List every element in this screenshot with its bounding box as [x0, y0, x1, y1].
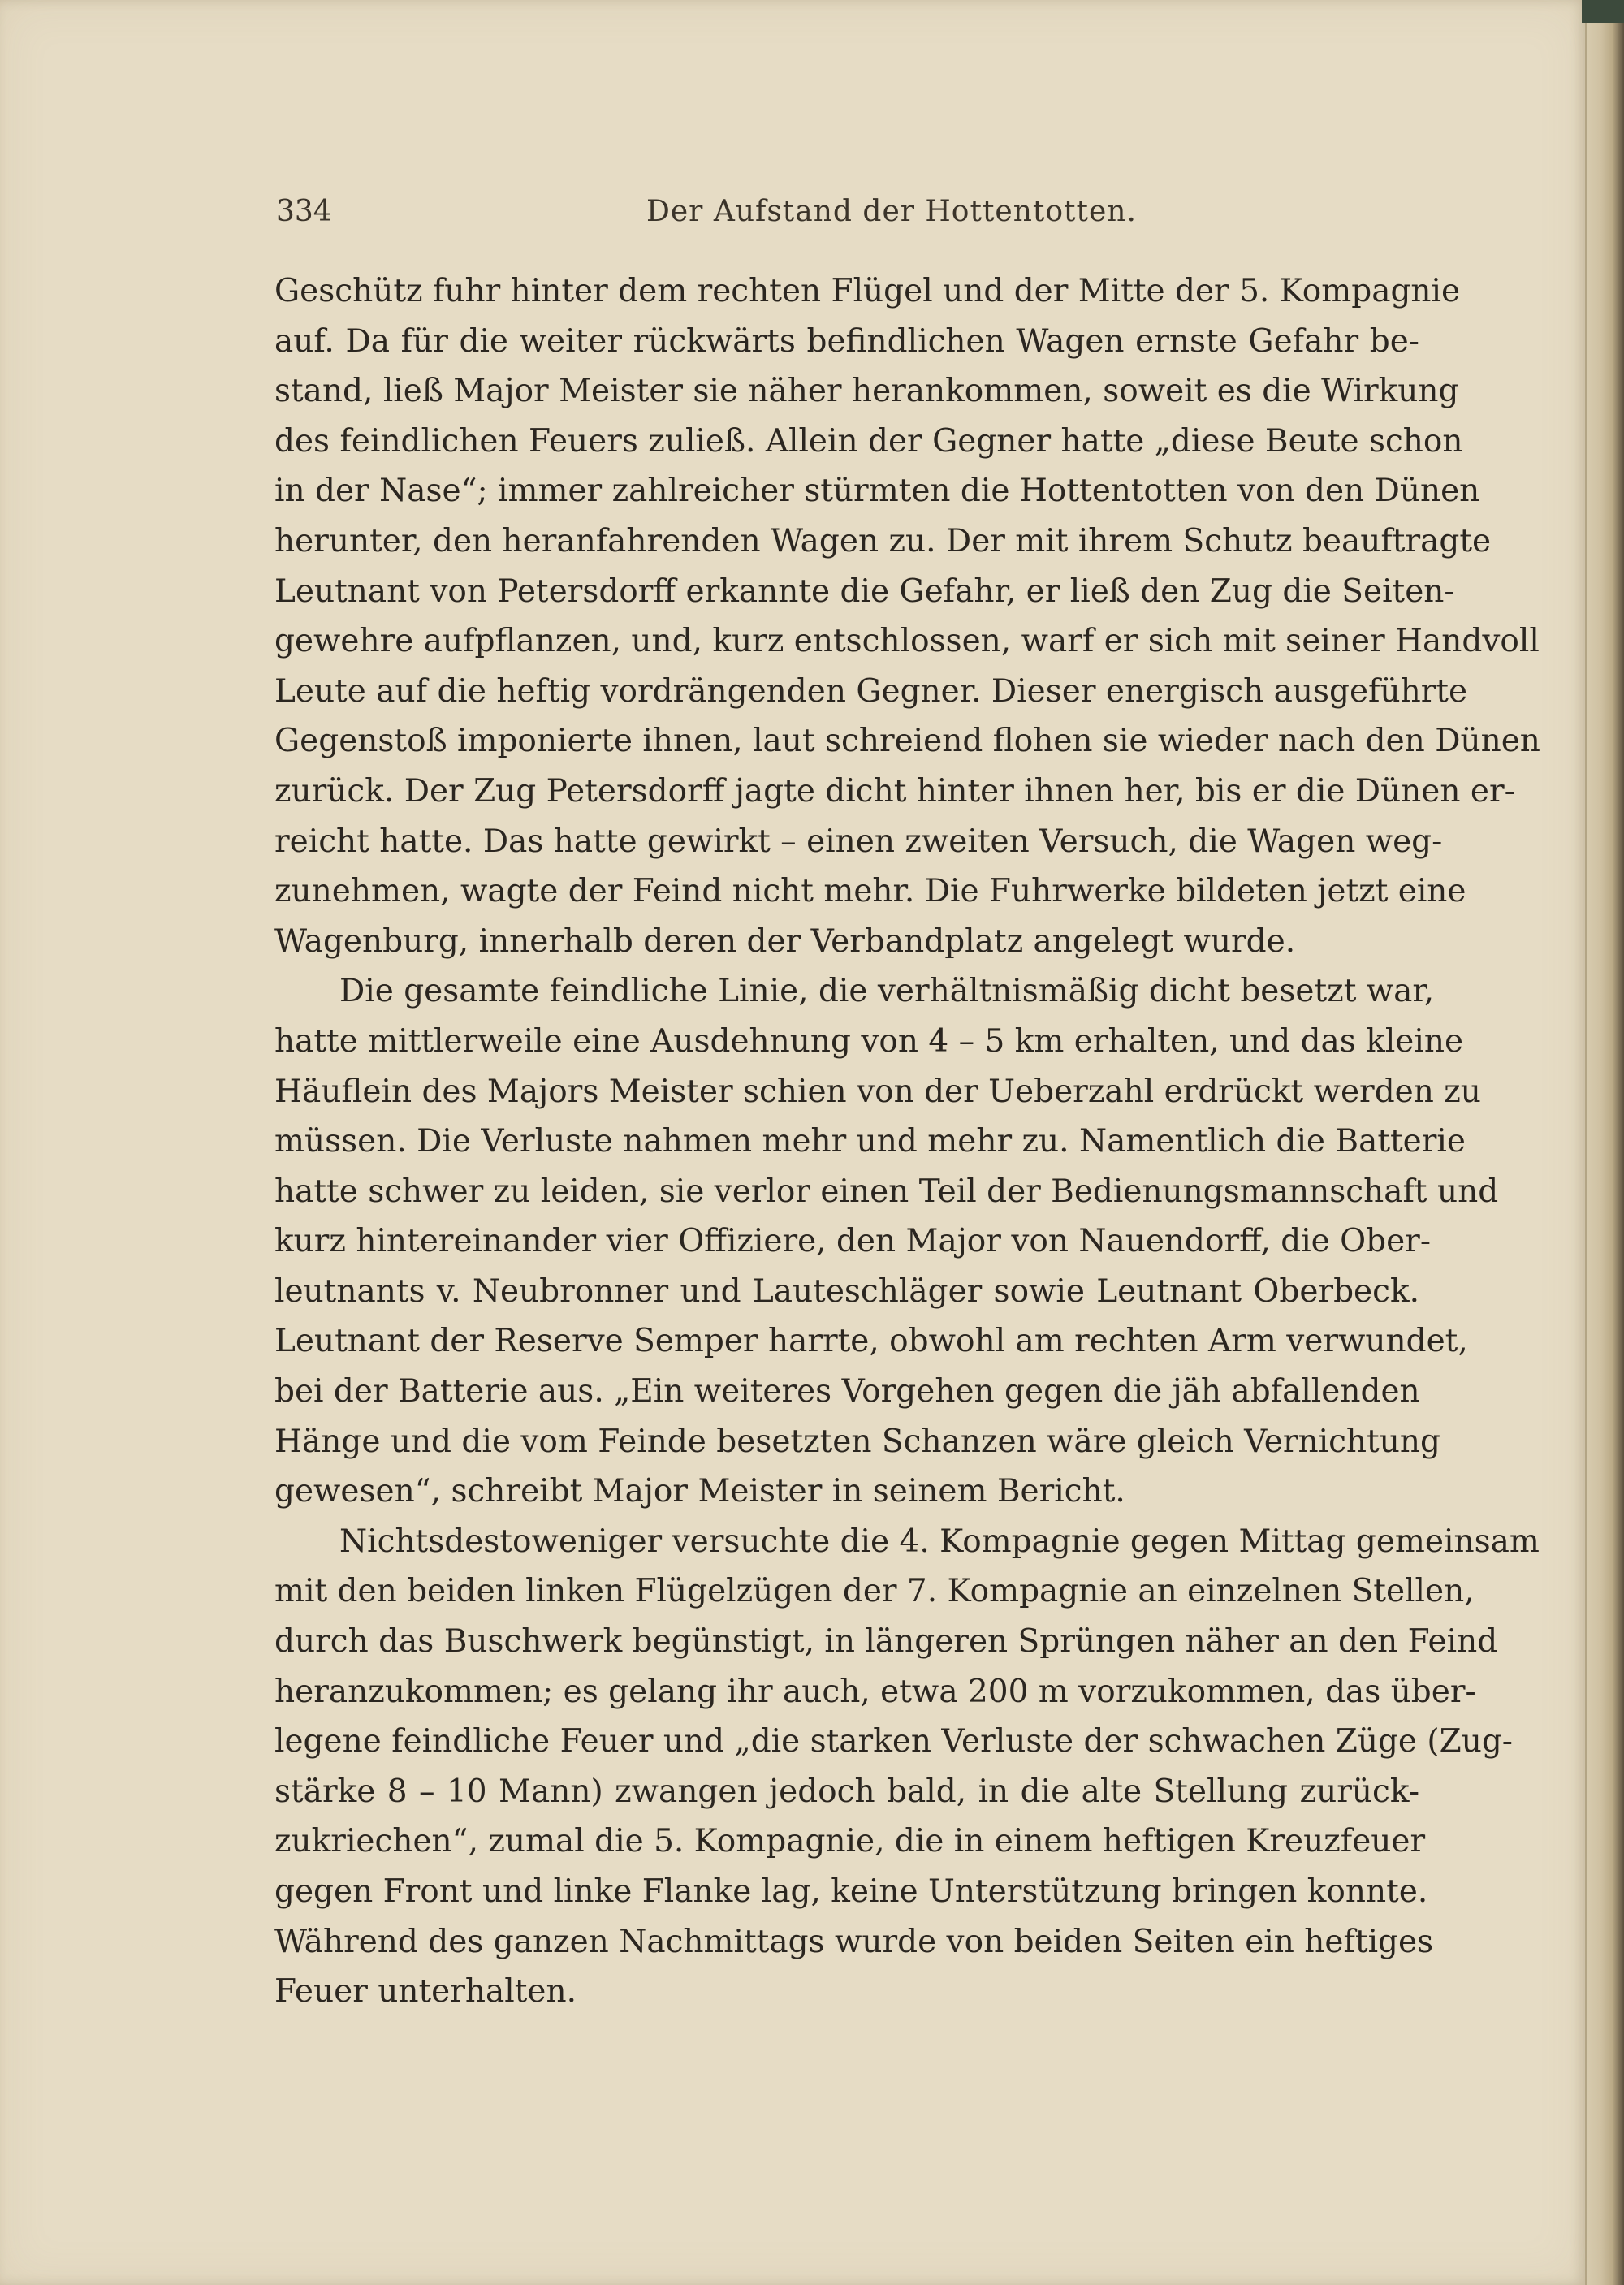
- text-line: Feuer unterhalten.: [274, 1973, 577, 2011]
- text-line: in der Nase“; immer zahlreicher stürmten die Hottentotten von den Dünen: [274, 473, 1480, 510]
- text-line: stärke 8 – 10 Mann) zwangen jedoch bald, in die alte Stellung zurück-: [274, 1773, 1419, 1810]
- text-line: Leute auf die heftig vordrängenden Gegner. Dieser energisch ausgeführte: [274, 672, 1468, 710]
- text-line: Häuflein des Majors Meister schien von der Ueberzahl erdrückt werden zu: [274, 1073, 1481, 1110]
- text-line: Die gesamte feindliche Linie, die verhältnismäßig dicht besetzt war,: [339, 973, 1435, 1010]
- text-line: Leutnant der Reserve Semper harrte, obwohl am rechten Arm verwundet,: [274, 1323, 1468, 1360]
- text-line: bei der Batterie aus. „Ein weiteres Vorgehen gegen die jäh abfallenden: [274, 1373, 1420, 1410]
- text-line: gegen Front und linke Flanke lag, keine Unterstützung bringen konnte.: [274, 1873, 1428, 1910]
- book-cover-corner: [1582, 0, 1624, 23]
- running-title: Der Aufstand der Hottentotten.: [646, 195, 1137, 228]
- paragraph-3: [274, 1517, 1540, 2017]
- page-header: [276, 195, 1419, 235]
- text-line: gewesen“, schreibt Major Meister in seinem Bericht.: [274, 1473, 1125, 1510]
- text-line: kurz hintereinander vier Offiziere, den Major von Nauendorff, die Ober-: [274, 1223, 1431, 1260]
- text-line: stand, ließ Major Meister sie näher herankommen, soweit es die Wirkung: [274, 373, 1459, 410]
- text-line: auf. Da für die weiter rückwärts befindlichen Wagen ernste Gefahr be-: [274, 322, 1419, 360]
- paragraph-2: [274, 966, 1499, 1517]
- text-line: hatte mittlerweile eine Ausdehnung von 4 – 5 km erhalten, und das kleine: [274, 1022, 1464, 1060]
- text-line: Leutnant von Petersdorff erkannte die Gefahr, er ließ den Zug die Seiten-: [274, 572, 1455, 610]
- text-line: zurück. Der Zug Petersdorff jagte dicht hinter ihnen her, bis er die Dünen er-: [274, 772, 1515, 810]
- text-line: heranzukommen; es gelang ihr auch, etwa 200 m vorzukommen, das über-: [274, 1673, 1476, 1710]
- text-line: Nichtsdestoweniger versuchte die 4. Kompagnie gegen Mittag gemeinsam: [339, 1523, 1540, 1560]
- text-line: mit den beiden linken Flügelzügen der 7. Kompagnie an einzelnen Stellen,: [274, 1573, 1475, 1610]
- text-line: zunehmen, wagte der Feind nicht mehr. Die Fuhrwerke bildeten jetzt eine: [274, 873, 1466, 910]
- text-line: Während des ganzen Nachmittags wurde von beiden Seiten ein heftiges: [274, 1923, 1434, 1960]
- page-number: 334: [276, 195, 332, 228]
- text-line: durch das Buschwerk begünstigt, in längeren Sprüngen näher an den Feind: [274, 1623, 1498, 1661]
- text-line: herunter, den heranfahrenden Wagen zu. Der mit ihrem Schutz beauftragte: [274, 522, 1492, 559]
- text-line: müssen. Die Verluste nahmen mehr und mehr zu. Namentlich die Batterie: [274, 1123, 1466, 1160]
- text-line: des feindlichen Feuers zuließ. Allein der Gegner hatte „diese Beute schon: [274, 422, 1463, 460]
- text-line: Geschütz fuhr hinter dem rechten Flügel und der Mitte der 5. Kompagnie: [274, 273, 1461, 309]
- text-line: zukriechen“, zumal die 5. Kompagnie, die in einem heftigen Kreuzfeuer: [274, 1823, 1426, 1860]
- text-line: Gegenstoß imponierte ihnen, laut schreiend flohen sie wieder nach den Dünen: [274, 723, 1540, 760]
- text-line: hatte schwer zu leiden, sie verlor einen Teil der Bedienungsmannschaft und: [274, 1173, 1499, 1210]
- text-line: legene feindliche Feuer und „die starken Verluste der schwachen Züge (Zug-: [274, 1723, 1513, 1760]
- paragraph-1: [274, 266, 1540, 966]
- text-line: Wagenburg, innerhalb deren der Verbandplatz angelegt wurde.: [274, 922, 1296, 960]
- page-edge-line: [1585, 0, 1587, 2285]
- page-edge: [1585, 0, 1624, 2285]
- text-line: gewehre aufpflanzen, und, kurz entschlossen, warf er sich mit seiner Handvoll: [274, 623, 1540, 660]
- text-line: leutnants v. Neubronner und Lauteschläger sowie Leutnant Oberbeck.: [274, 1272, 1419, 1310]
- text-line: reicht hatte. Das hatte gewirkt – einen zweiten Versuch, die Wagen weg-: [274, 823, 1443, 860]
- text-line: Hänge und die vom Feinde besetzten Schanzen wäre gleich Vernichtung: [274, 1423, 1440, 1460]
- body-text: [274, 266, 1540, 2017]
